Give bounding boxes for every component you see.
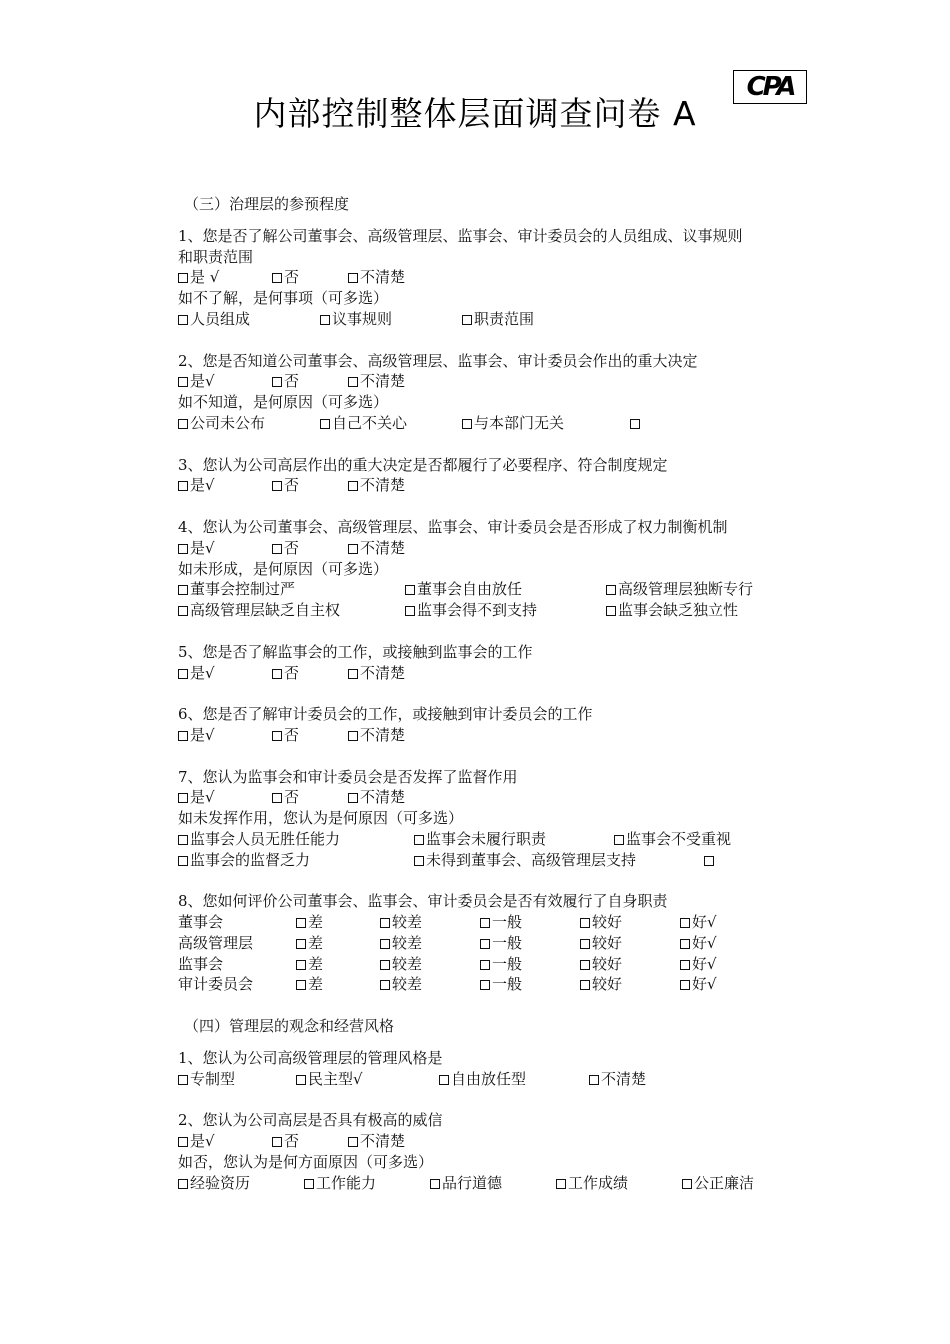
checkbox-option[interactable] xyxy=(414,829,614,850)
question-block xyxy=(178,1110,858,1193)
rating-label: 一般 xyxy=(492,954,523,973)
rating-row xyxy=(178,974,858,995)
question-block xyxy=(178,226,858,330)
page-title: 内部控制整体层面调查问卷 A xyxy=(253,94,697,133)
cpa-logo xyxy=(733,70,807,104)
rating-checkbox[interactable] xyxy=(680,954,740,975)
option-label: 否 xyxy=(284,268,300,287)
checkbox-option[interactable] xyxy=(178,600,405,621)
checkbox-option[interactable] xyxy=(304,1173,430,1194)
rating-checkbox[interactable] xyxy=(680,933,740,954)
checkbox-option[interactable] xyxy=(296,1069,439,1090)
checkbox-option[interactable] xyxy=(178,309,320,330)
option-label: 不清楚 xyxy=(360,725,406,744)
option-row xyxy=(178,600,858,621)
question-block xyxy=(178,891,858,995)
checkbox-option[interactable] xyxy=(589,1069,669,1090)
checkbox-option[interactable] xyxy=(178,371,272,392)
questionnaire-body xyxy=(178,194,858,1214)
sub-question-text: 如不知道，是何原因（可多选） xyxy=(178,393,389,412)
option-label: 公正廉洁 xyxy=(694,1173,755,1192)
rating-checkbox[interactable] xyxy=(296,933,380,954)
rating-checkbox[interactable] xyxy=(480,954,580,975)
checkbox-option[interactable] xyxy=(272,663,348,684)
sub-question-text: 如不了解，是何事项（可多选） xyxy=(178,289,389,308)
checkbox-option[interactable] xyxy=(178,413,320,434)
option-label: 不清楚 xyxy=(360,268,406,287)
checkbox-option[interactable] xyxy=(348,475,424,496)
option-label: 监事会缺乏独立性 xyxy=(618,601,739,620)
option-label: 监事会不受重视 xyxy=(626,829,732,848)
checkbox-option[interactable] xyxy=(614,829,764,850)
option-label: 否 xyxy=(284,663,300,682)
option-label: 否 xyxy=(284,1132,300,1151)
checkbox-option[interactable] xyxy=(272,1131,348,1152)
option-row xyxy=(178,1173,858,1194)
rating-checkbox[interactable] xyxy=(380,933,480,954)
rating-checkbox[interactable] xyxy=(480,912,580,933)
rating-checkbox[interactable] xyxy=(380,974,480,995)
rating-label: 较好 xyxy=(592,933,623,952)
option-label: 不清楚 xyxy=(601,1069,647,1088)
question-text: 7、您认为监事会和审计委员会是否发挥了监督作用 xyxy=(178,767,518,786)
checkbox-option[interactable] xyxy=(348,663,424,684)
logo-text: CPA xyxy=(746,72,794,102)
sub-question-text: 如未形成，是何原因（可多选） xyxy=(178,559,389,578)
question-text: 1、您认为公司高级管理层的管理风格是 xyxy=(178,1048,443,1067)
rating-label: 一般 xyxy=(492,975,523,994)
option-row xyxy=(178,538,858,559)
option-label: 品行道德 xyxy=(442,1173,503,1192)
rating-checkbox[interactable] xyxy=(296,954,380,975)
checkbox-option[interactable] xyxy=(606,600,786,621)
option-label: 专制型 xyxy=(190,1069,236,1088)
option-row xyxy=(178,371,858,392)
option-label: 监事会未履行职责 xyxy=(426,829,547,848)
option-label: 董事会自由放任 xyxy=(417,580,523,599)
rating-label: 差 xyxy=(308,933,324,952)
checkbox-option[interactable] xyxy=(348,267,424,288)
rating-label: 好√ xyxy=(692,913,717,932)
option-row xyxy=(178,475,858,496)
rating-label: 一般 xyxy=(492,913,523,932)
option-label: 否 xyxy=(284,476,300,495)
rating-checkbox[interactable] xyxy=(480,933,580,954)
option-label: 监事会的监督乏力 xyxy=(190,850,311,869)
option-label: 自己不关心 xyxy=(332,413,408,432)
checkbox-option[interactable] xyxy=(462,309,604,330)
rating-label: 一般 xyxy=(492,933,523,952)
option-label: 经验资历 xyxy=(190,1173,251,1192)
option-label: 不清楚 xyxy=(360,1132,406,1151)
option-label: 监事会人员无胜任能力 xyxy=(190,829,341,848)
option-label: 是√ xyxy=(190,1132,215,1151)
rating-label: 较好 xyxy=(592,913,623,932)
rating-entity-label: 高级管理层 xyxy=(178,933,254,952)
checkbox-option[interactable] xyxy=(682,1173,782,1194)
rating-checkbox[interactable] xyxy=(580,954,680,975)
option-label: 与本部门无关 xyxy=(474,413,565,432)
rating-checkbox[interactable] xyxy=(580,933,680,954)
checkbox-option[interactable] xyxy=(272,725,348,746)
checkbox-option[interactable] xyxy=(178,787,272,808)
checkbox-option[interactable] xyxy=(272,538,348,559)
question-text: 8、您如何评价公司董事会、监事会、审计委员会是否有效履行了自身职责 xyxy=(178,892,668,911)
checkbox-option[interactable] xyxy=(178,829,414,850)
question-block xyxy=(178,351,858,434)
rating-label: 差 xyxy=(308,975,324,994)
rating-checkbox[interactable] xyxy=(680,974,740,995)
rating-label: 差 xyxy=(308,913,324,932)
checkbox-option[interactable] xyxy=(178,475,272,496)
option-label: 公司未公布 xyxy=(190,413,266,432)
rating-checkbox[interactable] xyxy=(580,974,680,995)
option-label: 是√ xyxy=(190,538,215,557)
rating-checkbox[interactable] xyxy=(680,912,740,933)
rating-checkbox[interactable] xyxy=(296,974,380,995)
question-text: 2、您是否知道公司董事会、高级管理层、监事会、审计委员会作出的重大决定 xyxy=(178,351,698,370)
section-title: （三）治理层的参预程度 xyxy=(184,195,350,213)
checkbox-option[interactable] xyxy=(462,413,630,434)
rating-checkbox[interactable] xyxy=(480,974,580,995)
checkbox-option[interactable] xyxy=(414,850,704,871)
rating-label: 较差 xyxy=(392,913,423,932)
option-label: 职责范围 xyxy=(474,309,535,328)
checkbox-option[interactable] xyxy=(178,725,272,746)
option-label: 监事会得不到支持 xyxy=(417,601,538,620)
option-label: 不清楚 xyxy=(360,788,406,807)
checkbox-option[interactable] xyxy=(405,600,606,621)
rating-row xyxy=(178,954,858,975)
question-block xyxy=(178,642,858,684)
option-label: 不清楚 xyxy=(360,663,406,682)
checkbox-option[interactable] xyxy=(348,538,424,559)
checkbox-option[interactable] xyxy=(178,267,272,288)
question-text: 4、您认为公司董事会、高级管理层、监事会、审计委员会是否形成了权力制衡机制 xyxy=(178,517,728,536)
checkbox-option[interactable] xyxy=(630,413,650,434)
checkbox-option[interactable] xyxy=(348,371,424,392)
option-row xyxy=(178,1069,858,1090)
checkbox-option[interactable] xyxy=(556,1173,682,1194)
rating-label: 较差 xyxy=(392,933,423,952)
option-row xyxy=(178,267,858,288)
question-text: 1、您是否了解公司董事会、高级管理层、监事会、审计委员会的人员组成、议事规则 xyxy=(178,226,743,245)
option-label: 董事会控制过严 xyxy=(190,580,296,599)
rating-entity-label: 董事会 xyxy=(178,913,224,932)
question-block xyxy=(178,455,858,497)
option-label: 议事规则 xyxy=(332,309,393,328)
question-text: 6、您是否了解审计委员会的工作，或接触到审计委员会的工作 xyxy=(178,705,593,724)
option-label: 否 xyxy=(284,725,300,744)
option-row xyxy=(178,725,858,746)
question-text: 和职责范围 xyxy=(178,247,254,266)
option-label: 否 xyxy=(284,538,300,557)
option-row xyxy=(178,663,858,684)
rating-row xyxy=(178,912,858,933)
checkbox-option[interactable] xyxy=(430,1173,556,1194)
question-block xyxy=(178,517,858,621)
rating-label: 较好 xyxy=(592,954,623,973)
option-label: 是 √ xyxy=(190,268,220,287)
option-label: 不清楚 xyxy=(360,372,406,391)
option-row xyxy=(178,309,858,330)
checkbox-option[interactable] xyxy=(348,787,424,808)
rating-checkbox[interactable] xyxy=(580,912,680,933)
option-label: 工作能力 xyxy=(316,1173,377,1192)
option-label: 未得到董事会、高级管理层支持 xyxy=(426,850,637,869)
option-row xyxy=(178,787,858,808)
checkbox-option[interactable] xyxy=(272,371,348,392)
checkbox-option[interactable] xyxy=(348,1131,424,1152)
option-label: 是√ xyxy=(190,372,215,391)
option-label: 不清楚 xyxy=(360,476,406,495)
rating-label: 好√ xyxy=(692,975,717,994)
rating-checkbox[interactable] xyxy=(380,954,480,975)
checkbox-option[interactable] xyxy=(704,850,724,871)
option-row xyxy=(178,1131,858,1152)
rating-label: 好√ xyxy=(692,933,717,952)
checkbox-option[interactable] xyxy=(320,413,462,434)
option-label: 是√ xyxy=(190,725,215,744)
checkbox-option[interactable] xyxy=(439,1069,589,1090)
checkbox-option[interactable] xyxy=(178,1131,272,1152)
option-label: 高级管理层缺乏自主权 xyxy=(190,601,341,620)
option-label: 人员组成 xyxy=(190,309,251,328)
option-label: 高级管理层独断专行 xyxy=(618,580,754,599)
option-row xyxy=(178,850,858,871)
option-label: 是√ xyxy=(190,476,215,495)
option-label: 自由放任型 xyxy=(451,1069,527,1088)
rating-checkbox[interactable] xyxy=(380,912,480,933)
checkbox-option[interactable] xyxy=(405,579,606,600)
sub-question-text: 如否，您认为是何方面原因（可多选） xyxy=(178,1152,434,1171)
option-label: 工作成绩 xyxy=(568,1173,629,1192)
option-label: 不清楚 xyxy=(360,538,406,557)
option-label: 否 xyxy=(284,788,300,807)
rating-entity-label: 监事会 xyxy=(178,954,224,973)
option-row xyxy=(178,579,858,600)
checkbox-option[interactable] xyxy=(320,309,462,330)
rating-label: 好√ xyxy=(692,954,717,973)
rating-label: 差 xyxy=(308,954,324,973)
question-text: 3、您认为公司高层作出的重大决定是否都履行了必要程序、符合制度规定 xyxy=(178,455,668,474)
option-label: 是√ xyxy=(190,788,215,807)
checkbox-option[interactable] xyxy=(272,267,348,288)
checkbox-option[interactable] xyxy=(178,850,414,871)
option-row xyxy=(178,413,858,434)
checkbox-option[interactable] xyxy=(178,1069,296,1090)
checkbox-option[interactable] xyxy=(348,725,424,746)
checkbox-option[interactable] xyxy=(178,538,272,559)
sub-question-text: 如未发挥作用，您认为是何原因（可多选） xyxy=(178,809,464,828)
rating-entity-label: 审计委员会 xyxy=(178,975,254,994)
option-label: 民主型√ xyxy=(308,1069,363,1088)
question-text: 5、您是否了解监事会的工作，或接触到监事会的工作 xyxy=(178,642,533,661)
question-block xyxy=(178,767,858,871)
checkbox-option[interactable] xyxy=(178,1173,304,1194)
question-block xyxy=(178,704,858,746)
option-row xyxy=(178,829,858,850)
checkbox-option[interactable] xyxy=(272,787,348,808)
checkbox-option[interactable] xyxy=(272,475,348,496)
option-label: 是√ xyxy=(190,663,215,682)
rating-label: 较差 xyxy=(392,975,423,994)
checkbox-option[interactable] xyxy=(178,579,405,600)
rating-label: 较好 xyxy=(592,975,623,994)
question-block xyxy=(178,1048,858,1090)
checkbox-option[interactable] xyxy=(606,579,786,600)
option-label: 否 xyxy=(284,372,300,391)
rating-checkbox[interactable] xyxy=(296,912,380,933)
rating-label: 较差 xyxy=(392,954,423,973)
rating-row xyxy=(178,933,858,954)
section-title: （四）管理层的观念和经营风格 xyxy=(184,1017,395,1036)
question-text: 2、您认为公司高层是否具有极高的威信 xyxy=(178,1111,443,1130)
checkbox-option[interactable] xyxy=(178,663,272,684)
